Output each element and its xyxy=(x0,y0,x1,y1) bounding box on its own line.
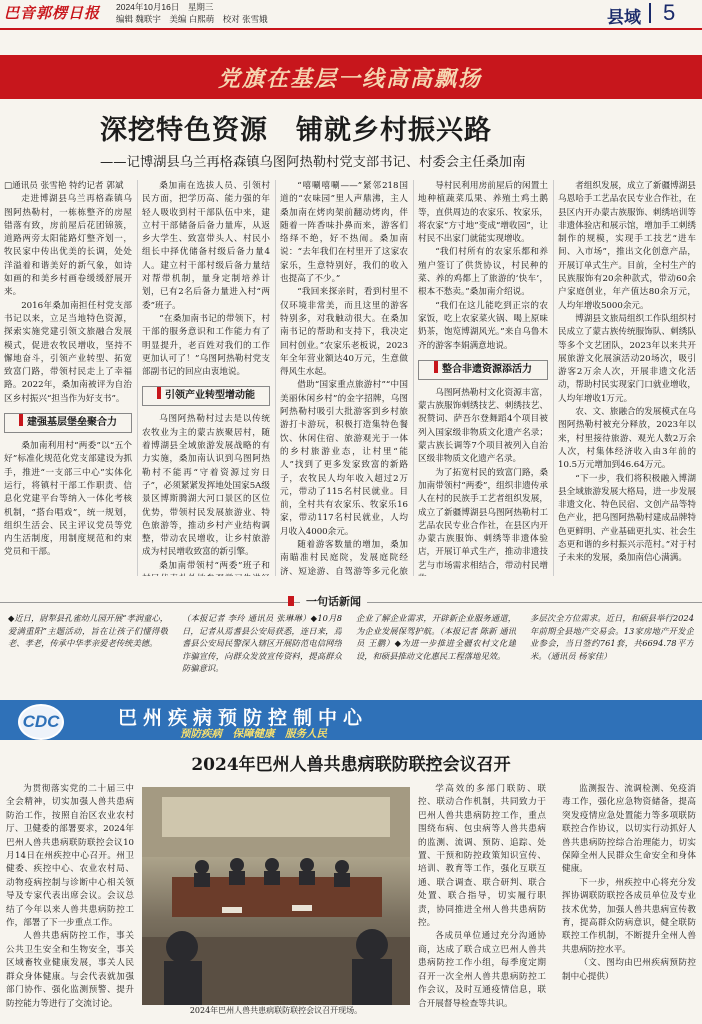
paragraph: 农、文、旅融合的发展模式在乌图阿热勒村被充分释放，2023年以来，村里接待旅游、观光人数2万余人次，村集体经济收入由3年前的10.5万元增加到46.64万元。 xyxy=(558,407,696,471)
brief-item xyxy=(530,612,694,692)
paragraph: “下一步，我们将积极融入博湖县全域旅游发展大格局，进一步发展非遗文化、特色民宿、文创产品等特色产业，把乌图阿热勒村建成品牌特色更鲜明、产业基础更扎实、社会生态更和谐的乡村振兴示范村。”对于村子未来的发展，桑加南信心满满。 xyxy=(558,473,696,564)
masthead-rule xyxy=(0,28,702,30)
brief-item xyxy=(356,612,516,692)
paragraph: 桑加南利用村“两委”以“五个好”标准化规范化党支部建设为抓手，推进“一支部三中心”实体化运行，将镇村干部工作职责、信息化党建平台等纳入一体化考核机制，“搭台唱戏”，统一规划，组织生活会、民主评议党员等党内生活制度，用制度规范和约束党员和干部。 xyxy=(4,441,132,558)
column-divider xyxy=(137,180,138,576)
staff-line: 编辑 魏联宇 美编 白熙萌 校对 张雪娥 xyxy=(116,14,268,24)
paragraph: 随着游客数量的增加，桑加南瞄准村民庭院，发展庭院经济、短途游、自驾游等多元化旅 xyxy=(280,540,408,576)
paragraph: 桑加南在选拔人员、引领村民方面，把学历高、能力强的年轻人吸收到村干部队伍中来，建立村干部储备后备力量库，从返乡大学生、致富带头人、村民小组长中择优储备村级后备力量4人。建立村干部村级后备力量结对帮带机制，量身定制培养计划，已有2名后备力量进入村“两委”班子。 xyxy=(142,181,270,311)
brief-text: 企业了解企业需求，开辟新企业服务通道，为企业发展保驾护航。（本报记者 陈新 通讯员 王鹏）◆为进一步推进全疆农村文化建设，和硕县推动文化惠民工程落地见效。 xyxy=(356,613,516,661)
subheading: 引领产业转型增动能 xyxy=(142,386,270,406)
paragraph: 为贯彻落实党的二十届三中全会精神，切实加强人兽共患病防治工作，按照自治区农业农村厅、卫健委的部署要求，2024年巴州人兽共患病联防联控会议10月14日在州疾控中心召开。州卫健委、疾控中心、农业农村局、动物疫病控制与诊断中心相关领导及专家代表出席会议。会议总结了今年以来人兽共患病防控工作，部署了下一步重点工作。 xyxy=(6,784,134,929)
article-column-1 xyxy=(4,180,132,576)
paragraph: 桑加南带领村“两委”班子和 xyxy=(159,560,270,571)
paragraph: “我们在这儿能吃到正宗的农家饭，吃上农家菜火锅、喝上原味奶茶，饱览博湖风光。”来自乌鲁木齐的游客李娟满意地说。 xyxy=(418,300,548,351)
column-divider xyxy=(275,180,276,576)
cdc-slogan: 预防疾病 保障健康 服务人民 xyxy=(180,728,327,740)
brief-text: （本报记者 李玲 通讯员 张琳琳）◆10月8日，记者从焉耆县公安局获悉，连日来，焉耆县公安局民警深入辖区开展防范电信网络诈骗宣传，向群众发放宣传资料，提高群众防骗意识。 xyxy=(182,613,342,673)
paragraph: 学高效的多部门联防、联控、联动合作机制，共同致力于巴州人兽共患病防控工作，重点围绕布病、包虫病等人兽共患病的监测、流调、预防、追踪、处置、干预和防控政策知识宣传、培训、教育等工作，强化互联互通、联合调查、联合研判、联合处置、联合指导，切实履行职责，协同推进全州人兽共患病防控。 xyxy=(418,784,546,929)
article-byline: □通讯员 张雪艳 特约记者 郭斌 xyxy=(4,181,124,191)
article-column-5 xyxy=(558,180,696,576)
brief-item xyxy=(8,612,168,692)
paragraph: 者组织发展，成立了新疆博湖县乌恩哈手工艺品农民专业合作社，在县区内开办蒙古族服饰、刺绣培训等非遗体验店和展示馆，增加手工刺绣制作的规模，实现手工技艺“进车间、入市场”，推出文化创意产品，开展订单式生产。目前，全村生产的民族服饰有20余种款式，带动60余户家庭创业，年产值达80余万元，人均年增收5000余元。 xyxy=(558,181,696,311)
column-divider xyxy=(553,180,554,576)
article2-column-4 xyxy=(562,783,696,1021)
masthead-separator xyxy=(649,3,651,23)
photo-caption: 2024年巴州人兽共患病联防联控会议召开现场。 xyxy=(189,1006,363,1015)
paragraph: （文、图均由巴州疾病预防控制中心提供） xyxy=(562,958,696,982)
cdc-name: 巴州疾病预防控制中心 xyxy=(118,707,369,729)
section-name: 县域 xyxy=(607,8,641,27)
paragraph: 2016年桑加南担任村党支部书记以来，立足当地特色资源，探索实施党建引领文旅融合发展模式，促进农牧民增收，坚持不懈地奋斗，引领产业转型、拓宽致富门路，带领村民走上了幸福路。2022年，桑加南被评为自治区乡村振兴“担当作为好支书”。 xyxy=(4,300,132,404)
newspaper-logo: 巴音郭楞日报 xyxy=(4,4,101,22)
brief-text: 多层次全方位需求。近日，和硕县举行2024年前期全县地产交易会。13家房地产开发企业参会，当日签约761套，共6694.78平方米。（通讯员 杨家佳） xyxy=(530,613,694,661)
cdc-logo: CDC xyxy=(18,704,64,740)
date-line: 2024年10月16日 星期三 xyxy=(116,2,214,12)
paragraph: 为了拓宽村民的致富门路，桑加南带领村“两委”，组织非遗传承人在村的民族手工艺者组织发展，成立了新疆博湖县乌图阿热勒村工艺品农民专业合作社，在县区内开办蒙古族服饰、刺绣等非遗体验店，开展订单式生产，推动非遗技艺与市场需求相结合，带动村民增 xyxy=(418,467,548,571)
article2-column-3 xyxy=(418,783,546,1021)
meeting-scene-icon xyxy=(142,787,410,1005)
paragraph: 人兽共患病防控工作，事关公共卫生安全和生物安全，事关区域畜牧业健康发展，事关人民群众身体健康。与会代表就加强部门协作、强化监测预警、提升防控能力等进行了交流讨论。 xyxy=(6,931,134,1009)
paragraph: 监测报告、流调检测、免疫消毒工作，强化应急物资储备，提高突发疫情应急处置能力等多项联防联控合作协议，以切实行动抓好人兽共患病防控综合治理能力，切实保障全州人民群众生命安全和身体健康。 xyxy=(562,784,696,875)
paragraph: “在桑加南书记的带领下，村干部的服务意识和工作能力有了明显提升，老百姓对我们的工作更加认可了！”乌图阿热勒村党支部副书记的回应由衷地说。 xyxy=(142,313,270,378)
page-number: 5 xyxy=(663,0,676,25)
paragraph: 借助“国家重点旅游村”“中国美丽休闲乡村”的金字招牌，乌图阿热勒村吸引大批游客到乡村旅游打卡游玩，积极打造集特色餐饮、休闲住宿、旅游观光于一体的乡村旅游业态，让村里“能人”找到了更多发家致富的新路子，农牧民人均年收入超过2万元，带动了115名村民就业。目前，全村共有农家乐、牧家乐16家，带动117名村民就业，人均月收入4000余元。 xyxy=(280,380,408,537)
article-headline: 深挖特色资源 铺就乡村振兴路 xyxy=(100,115,492,146)
issue-info xyxy=(116,1,268,25)
paragraph: “我们村所有的农家乐都和养殖户签订了供货协议，村民种的菜、养的鸡都上了旅游的‘快车’，根本不愁卖。”桑加南介绍说。 xyxy=(418,247,548,298)
brief-text: ◆近日，尉犁县孔雀幼儿园开展“孝润童心，爱满重阳”主题活动，旨在让孩子们懂得敬老、孝老，传承中华孝亲爱老传统美德。 xyxy=(8,613,168,648)
column-title: 党旗在基层一线高高飘扬 xyxy=(217,67,482,92)
article-subheadline: ——记博湖县乌兰再格森镇乌图阿热勒村党支部书记、村委会主任桑加南 xyxy=(100,155,526,170)
paragraph: 各成员单位通过充分沟通协商，达成了联合成立巴州人兽共患病防控工作小组，每季度定期召开一次全州人兽共患病防控工作会议，及时互通疫情信息，联合开展督导检查等共识。 xyxy=(418,931,546,1009)
brief-marker xyxy=(288,596,294,606)
article2-column-1 xyxy=(6,783,134,1021)
paragraph: “嘻唰嘻唰——”紧邻218国道的“农味园”里人声鼎沸，主人桑加南在烤肉架前翻动烤肉，伴随着一阵香味扑鼻而来，游客们络绎不绝，好不热闹。桑加南说：“去年我们在村里开了这家农家乐，生意特别好，我们的收入也提高了不少。” xyxy=(280,181,408,285)
paragraph: 博湖县文旅局组织工作队组织村民成立了蒙古族传统服饰队、刺绣队等多个文艺团队，2023年以来共开展旅游文化展演活动20场次，吸引游客2万余人次，开展非遗文化活动，帮助村民实现家门口就业增收，人均年增收1万元。 xyxy=(558,313,696,404)
brief-item xyxy=(182,612,342,692)
brief-title: 一句话新闻 xyxy=(300,593,367,609)
paragraph: 走进博湖县乌兰再格森镇乌图阿热勒村，一栋栋整齐的房屋错落有致，房前屋后花团锦簇，道路两旁太阳能路灯整齐划一，牧民家中传出优美的长调，处处洋溢着和谐美好的新气象，如诗如画的和美乡村画卷缓缓舒展开来。 xyxy=(4,194,132,298)
paragraph: 导村民利用房前屋后的闲置土地种植蔬菜瓜果、养殖土鸡土鹅等，直供周边的农家乐、牧家乐，将农家“方寸地”变成“增收园”，让村民不出家门就能实现增收。 xyxy=(418,181,548,245)
meeting-photo xyxy=(142,787,410,1005)
article-column-4 xyxy=(418,180,548,576)
paragraph: 乌图阿热勒村文化资源丰富，蒙古族服饰刺绣技艺、刺绣技艺、祝赞词、萨吾尔登舞蹈4个项目被列入国家级非物质文化遗产名录；蒙古族长调等7个项目被列入自治区级非物质文化遗产名录。 xyxy=(418,387,548,465)
paragraph: “我回来探亲时，看到村里不仅环境非常美，而且这里的游客特别多，对我触动很大。在桑加南书记的帮助和支持下，我决定回村创业。”农家乐老板说，2023年全年营业额达40万元，生意做得风生水起。 xyxy=(280,287,408,378)
paragraph: 下一步，州疾控中心将充分发挥协调联防联控各成员单位及专业技术优势，加强人兽共患病宣传教育，提高群众防病意识，健全联防联控工作机制，不断提升全州人兽共患病防控水平。 xyxy=(562,877,696,955)
article-column-3 xyxy=(280,180,408,576)
paragraph: 乌图阿热勒村过去是以传统农牧业为主的蒙古族聚居村，随着博湖县全域旅游发展战略的有力实施，桑加南认识到乌图阿热勒村不能再“守着资源过穷日子”，必须紧紧发挥地处国家5A级景区博斯腾湖大河口景区的区位优势，带领村民发展旅游业、特色旅游等，推动乡村产业结构调整，带动农民增收，让乡村旅游成为村民增收致富的新引擎。 xyxy=(142,414,270,558)
article-column-2 xyxy=(142,180,270,576)
column-divider xyxy=(413,180,414,576)
subheading: 建强基层堡垒聚合力 xyxy=(4,413,132,433)
article2-headline: 2024年巴州人兽共患病联防联控会议召开 xyxy=(191,755,511,775)
subheading: 整合非遗资源添活力 xyxy=(418,360,548,380)
